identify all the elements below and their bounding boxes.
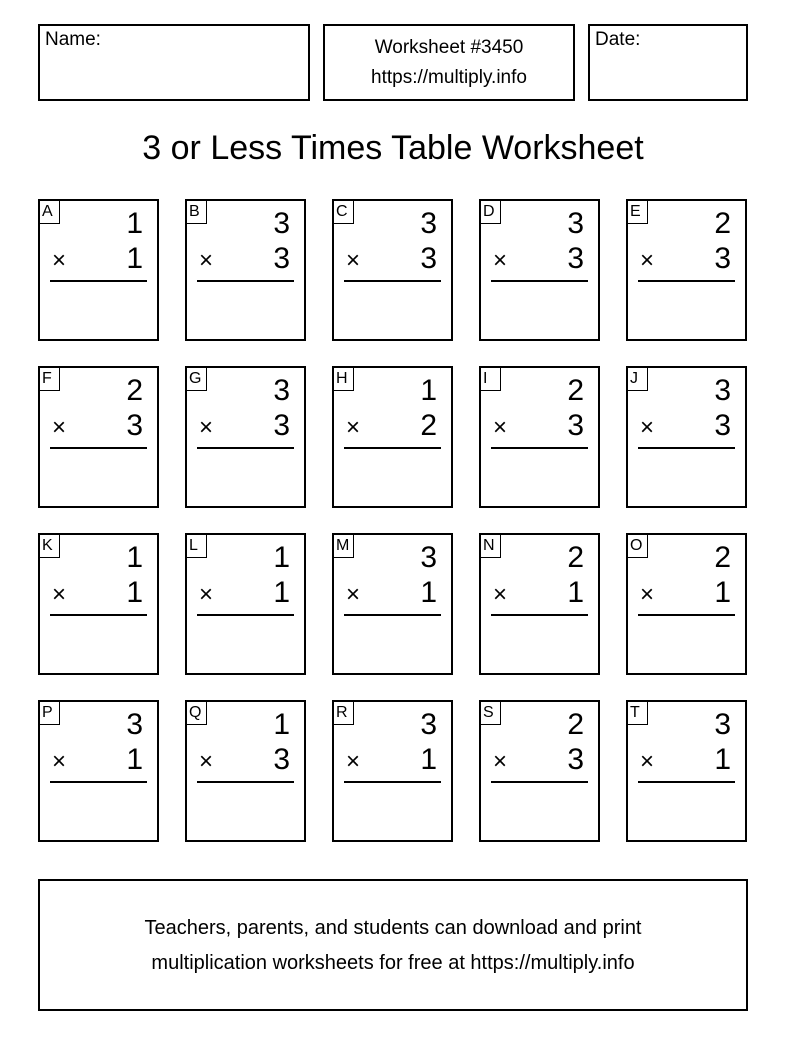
multiplicand: 2 <box>714 207 731 240</box>
problem-grid <box>38 199 748 842</box>
problem-letter: C <box>334 201 354 224</box>
problem-letter: E <box>628 201 648 224</box>
problem-card[interactable] <box>479 700 600 842</box>
name-label: Name: <box>45 29 101 50</box>
problem-card[interactable] <box>38 366 159 508</box>
problem-card[interactable] <box>626 700 747 842</box>
multiplicand: 3 <box>714 374 731 407</box>
problem-letter: R <box>334 702 354 725</box>
multiplicand: 1 <box>126 207 143 240</box>
problem-letter: L <box>187 535 207 558</box>
answer-line <box>197 447 294 449</box>
problem-card[interactable] <box>332 366 453 508</box>
problem-card[interactable] <box>626 533 747 675</box>
multiplicand: 2 <box>714 541 731 574</box>
multiply-sign-icon: × <box>346 247 361 274</box>
problem-card[interactable] <box>38 533 159 675</box>
worksheet-url[interactable]: https://multiply.info <box>371 67 527 88</box>
problem-letter: K <box>40 535 60 558</box>
multiply-sign-icon: × <box>493 748 508 775</box>
multiplier: 3 <box>567 242 584 275</box>
multiplicand: 3 <box>420 207 437 240</box>
problem-card[interactable] <box>332 199 453 341</box>
multiply-sign-icon: × <box>52 748 67 775</box>
problem-letter: T <box>628 702 648 725</box>
multiplicand: 3 <box>273 207 290 240</box>
problem-letter: P <box>40 702 60 725</box>
answer-line <box>344 614 441 616</box>
problem-card[interactable] <box>332 533 453 675</box>
multiply-sign-icon: × <box>346 581 361 608</box>
multiplier: 1 <box>567 576 584 609</box>
multiplicand: 1 <box>126 541 143 574</box>
multiplier: 1 <box>126 576 143 609</box>
date-field-box[interactable] <box>588 24 748 101</box>
answer-line <box>491 280 588 282</box>
multiplier: 1 <box>714 743 731 776</box>
multiply-sign-icon: × <box>640 414 655 441</box>
multiply-sign-icon: × <box>199 247 214 274</box>
multiplicand: 3 <box>420 708 437 741</box>
multiplier: 3 <box>273 409 290 442</box>
multiply-sign-icon: × <box>493 414 508 441</box>
problem-letter: O <box>628 535 648 558</box>
multiply-sign-icon: × <box>346 748 361 775</box>
problem-card[interactable] <box>626 199 747 341</box>
multiplier: 3 <box>126 409 143 442</box>
answer-line <box>197 280 294 282</box>
answer-line <box>344 447 441 449</box>
problem-letter: M <box>334 535 354 558</box>
multiply-sign-icon: × <box>52 247 67 274</box>
problem-letter: G <box>187 368 207 391</box>
multiply-sign-icon: × <box>346 414 361 441</box>
problem-letter: I <box>481 368 501 391</box>
multiplicand: 3 <box>714 708 731 741</box>
multiplier: 3 <box>714 242 731 275</box>
problem-card[interactable] <box>185 700 306 842</box>
answer-line <box>491 781 588 783</box>
answer-line <box>50 614 147 616</box>
multiply-sign-icon: × <box>199 414 214 441</box>
answer-line <box>638 614 735 616</box>
answer-line <box>491 614 588 616</box>
multiply-sign-icon: × <box>640 581 655 608</box>
answer-line <box>50 280 147 282</box>
problem-card[interactable] <box>332 700 453 842</box>
multiplier: 2 <box>420 409 437 442</box>
multiplicand: 3 <box>567 207 584 240</box>
multiplicand: 1 <box>420 374 437 407</box>
multiplicand: 3 <box>273 374 290 407</box>
multiply-sign-icon: × <box>199 748 214 775</box>
problem-card[interactable] <box>185 199 306 341</box>
multiplier: 1 <box>420 743 437 776</box>
multiplier: 3 <box>273 242 290 275</box>
problem-letter: Q <box>187 702 207 725</box>
answer-line <box>197 781 294 783</box>
multiplicand: 2 <box>567 708 584 741</box>
multiplier: 1 <box>273 576 290 609</box>
answer-line <box>50 781 147 783</box>
footer-text-line-2: multiplication worksheets for free at https://multiply.info <box>151 952 635 974</box>
multiply-sign-icon: × <box>640 247 655 274</box>
footer-box <box>38 879 748 1011</box>
worksheet-number: Worksheet #3450 <box>374 37 524 58</box>
multiplier: 3 <box>714 409 731 442</box>
multiplier: 3 <box>567 409 584 442</box>
problem-card[interactable] <box>479 199 600 341</box>
problem-letter: N <box>481 535 501 558</box>
multiplier: 1 <box>126 242 143 275</box>
problem-card[interactable] <box>185 533 306 675</box>
multiplicand: 2 <box>567 541 584 574</box>
worksheet-info-box <box>323 24 575 101</box>
multiply-sign-icon: × <box>493 581 508 608</box>
multiplicand: 2 <box>567 374 584 407</box>
answer-line <box>638 447 735 449</box>
problem-card[interactable] <box>185 366 306 508</box>
problem-letter: J <box>628 368 648 391</box>
problem-letter: F <box>40 368 60 391</box>
multiplier: 3 <box>273 743 290 776</box>
name-field-box[interactable] <box>38 24 310 101</box>
multiply-sign-icon: × <box>493 247 508 274</box>
multiplicand: 1 <box>273 708 290 741</box>
problem-card[interactable] <box>38 700 159 842</box>
problem-letter: S <box>481 702 501 725</box>
page-title: 3 or Less Times Table Worksheet <box>142 129 644 167</box>
answer-line <box>491 447 588 449</box>
problem-card[interactable] <box>626 366 747 508</box>
multiplicand: 3 <box>126 708 143 741</box>
multiply-sign-icon: × <box>52 581 67 608</box>
multiplier: 1 <box>420 576 437 609</box>
multiplier: 3 <box>420 242 437 275</box>
date-label: Date: <box>595 29 641 50</box>
answer-line <box>197 614 294 616</box>
answer-line <box>50 447 147 449</box>
problem-letter: A <box>40 201 60 224</box>
answer-line <box>638 280 735 282</box>
multiply-sign-icon: × <box>199 581 214 608</box>
multiplicand: 1 <box>273 541 290 574</box>
problem-letter: H <box>334 368 354 391</box>
multiplicand: 3 <box>420 541 437 574</box>
problem-letter: D <box>481 201 501 224</box>
answer-line <box>638 781 735 783</box>
multiplier: 3 <box>567 743 584 776</box>
multiplicand: 2 <box>126 374 143 407</box>
footer-text-line-1: Teachers, parents, and students can download and print <box>144 917 642 939</box>
multiplier: 1 <box>126 743 143 776</box>
multiplier: 1 <box>714 576 731 609</box>
multiply-sign-icon: × <box>640 748 655 775</box>
answer-line <box>344 280 441 282</box>
problem-card[interactable] <box>479 533 600 675</box>
problem-card[interactable] <box>38 199 159 341</box>
multiply-sign-icon: × <box>52 414 67 441</box>
problem-letter: B <box>187 201 207 224</box>
problem-card[interactable] <box>479 366 600 508</box>
answer-line <box>344 781 441 783</box>
